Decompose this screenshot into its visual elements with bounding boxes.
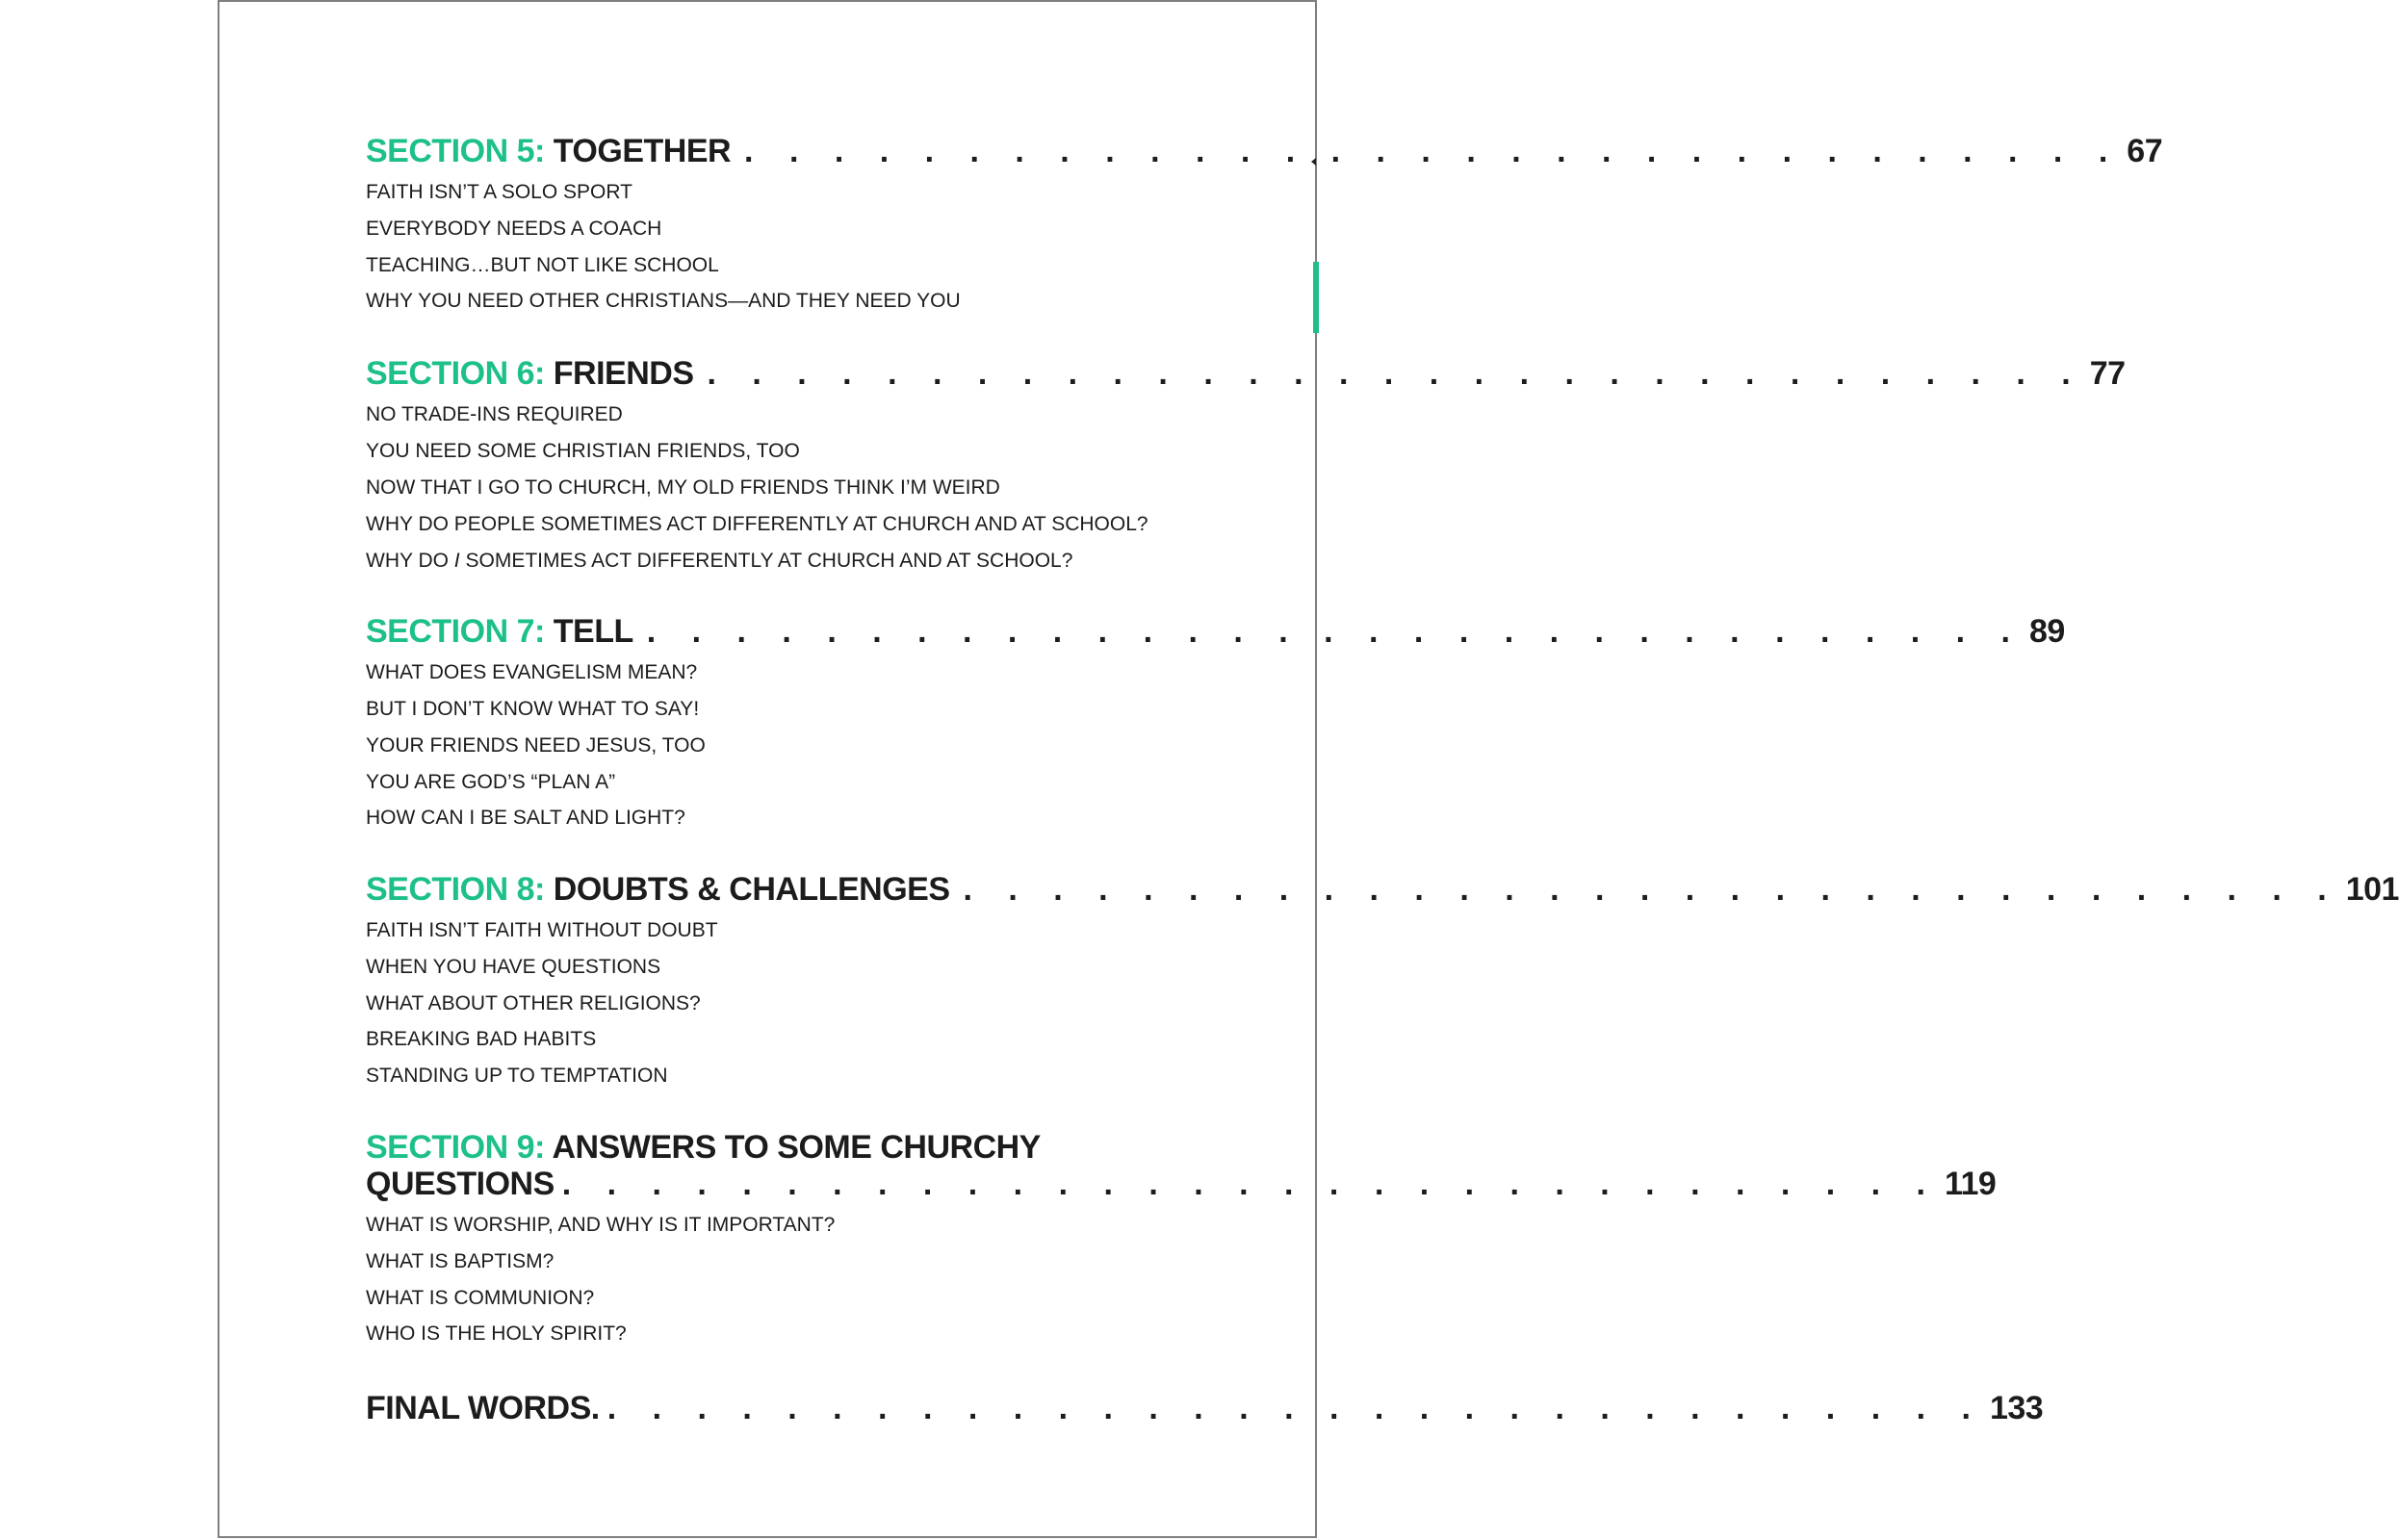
toc-heading-section-7[interactable]	[366, 613, 2065, 650]
page-number: 89	[2028, 613, 2065, 650]
section-label: SECTION 7:	[366, 613, 545, 650]
toc-item[interactable]: WHY YOU NEED OTHER CHRISTIANS—AND THEY NEED YOU	[366, 290, 961, 312]
toc-heading-section-8[interactable]	[366, 871, 2399, 908]
toc-item[interactable]: WHAT DOES EVANGELISM MEAN?	[366, 661, 698, 683]
toc-item[interactable]: YOU NEED SOME CHRISTIAN FRIENDS, TOO	[366, 440, 800, 462]
toc-item[interactable]: WHAT IS BAPTISM?	[366, 1250, 555, 1272]
toc-item[interactable]: YOU ARE GOD’S “PLAN A”	[366, 771, 616, 793]
toc-item[interactable]	[366, 549, 1072, 574]
section-title: TELL	[553, 613, 633, 650]
toc-item[interactable]: WHO IS THE HOLY SPIRIT?	[366, 1322, 627, 1345]
toc-item[interactable]: BUT I DON’T KNOW WHAT TO SAY!	[366, 698, 700, 720]
page-number: 101	[2345, 871, 2399, 908]
toc-heading-final-words[interactable]	[366, 1390, 2044, 1426]
toc-item[interactable]: WHAT IS WORSHIP, AND WHY IS IT IMPORTANT?	[366, 1214, 836, 1236]
dot-leader: . . . . . . . . . . . . . . . . . . . . . . . . . . . . . . .	[561, 1166, 1939, 1202]
toc-item-text: WHY DO	[366, 550, 449, 572]
toc-item[interactable]: STANDING UP TO TEMPTATION	[366, 1065, 668, 1087]
dot-leader: . . . . . . . . . . . . . . . . . . . . . . . . . . . . . . .	[646, 613, 2024, 650]
toc-item[interactable]: NO TRADE-INS REQUIRED	[366, 403, 623, 425]
page-number: 77	[2089, 355, 2126, 392]
toc-item[interactable]: FAITH ISN’T A SOLO SPORT	[366, 181, 632, 203]
section-label: SECTION 8:	[366, 871, 545, 908]
dot-leader: . . . . . . . . . . . . . . . . . . . . . . . . . . . . . . .	[707, 355, 2084, 392]
toc-item[interactable]: WHY DO PEOPLE SOMETIMES ACT DIFFERENTLY AT CHURCH AND AT SCHOOL?	[366, 513, 1148, 535]
section-title: ANSWERS TO SOME CHURCHY	[552, 1129, 1041, 1166]
section-title-continued: QUESTIONS	[366, 1166, 555, 1202]
toc-item-emphasis: I	[453, 550, 460, 572]
dot-leader: . . . . . . . . . . . . . . . . . . . . . . . . . . . . . . .	[606, 1390, 1984, 1426]
section-label: SECTION 6:	[366, 355, 545, 392]
toc-item[interactable]: WHEN YOU HAVE QUESTIONS	[366, 956, 661, 978]
toc-item[interactable]: WHAT ABOUT OTHER RELIGIONS?	[366, 992, 701, 1014]
toc-item[interactable]: EVERYBODY NEEDS A COACH	[366, 218, 662, 240]
page-number: 67	[2127, 133, 2163, 169]
toc-item[interactable]: HOW CAN I BE SALT AND LIGHT?	[366, 807, 685, 829]
section-title: FINAL WORDS.	[366, 1390, 600, 1426]
dot-leader: . . . . . . . . . . . . . . . . . . . . . . . . . . . . . . .	[963, 871, 2340, 908]
toc-item[interactable]: YOUR FRIENDS NEED JESUS, TOO	[366, 734, 706, 757]
toc-item[interactable]: BREAKING BAD HABITS	[366, 1028, 597, 1050]
toc-heading-section-6[interactable]	[366, 355, 2126, 392]
section-tab-marker	[1313, 262, 1319, 333]
toc-heading-section-9[interactable]	[366, 1129, 1997, 1202]
toc-item-text: SOMETIMES ACT DIFFERENTLY AT CHURCH AND AT SCHOOL?	[465, 550, 1073, 572]
section-title: DOUBTS & CHALLENGES	[553, 871, 950, 908]
toc-item[interactable]: NOW THAT I GO TO CHURCH, MY OLD FRIENDS THINK I’M WEIRD	[366, 476, 1000, 499]
toc-item[interactable]: TEACHING…BUT NOT LIKE SCHOOL	[366, 254, 719, 276]
toc-heading-section-5[interactable]	[366, 133, 2163, 169]
toc-item[interactable]: FAITH ISN’T FAITH WITHOUT DOUBT	[366, 919, 718, 941]
section-title: FRIENDS	[553, 355, 694, 392]
section-label: SECTION 9:	[366, 1129, 545, 1166]
section-title: TOGETHER	[553, 133, 732, 169]
toc-item[interactable]: WHAT IS COMMUNION?	[366, 1287, 595, 1309]
page-number: 119	[1944, 1166, 1997, 1202]
page-number: 133	[1989, 1390, 2044, 1426]
section-label: SECTION 5:	[366, 133, 545, 169]
dot-leader: . . . . . . . . . . . . . . . . . . . . . . . . . . . . . . .	[744, 133, 2122, 169]
